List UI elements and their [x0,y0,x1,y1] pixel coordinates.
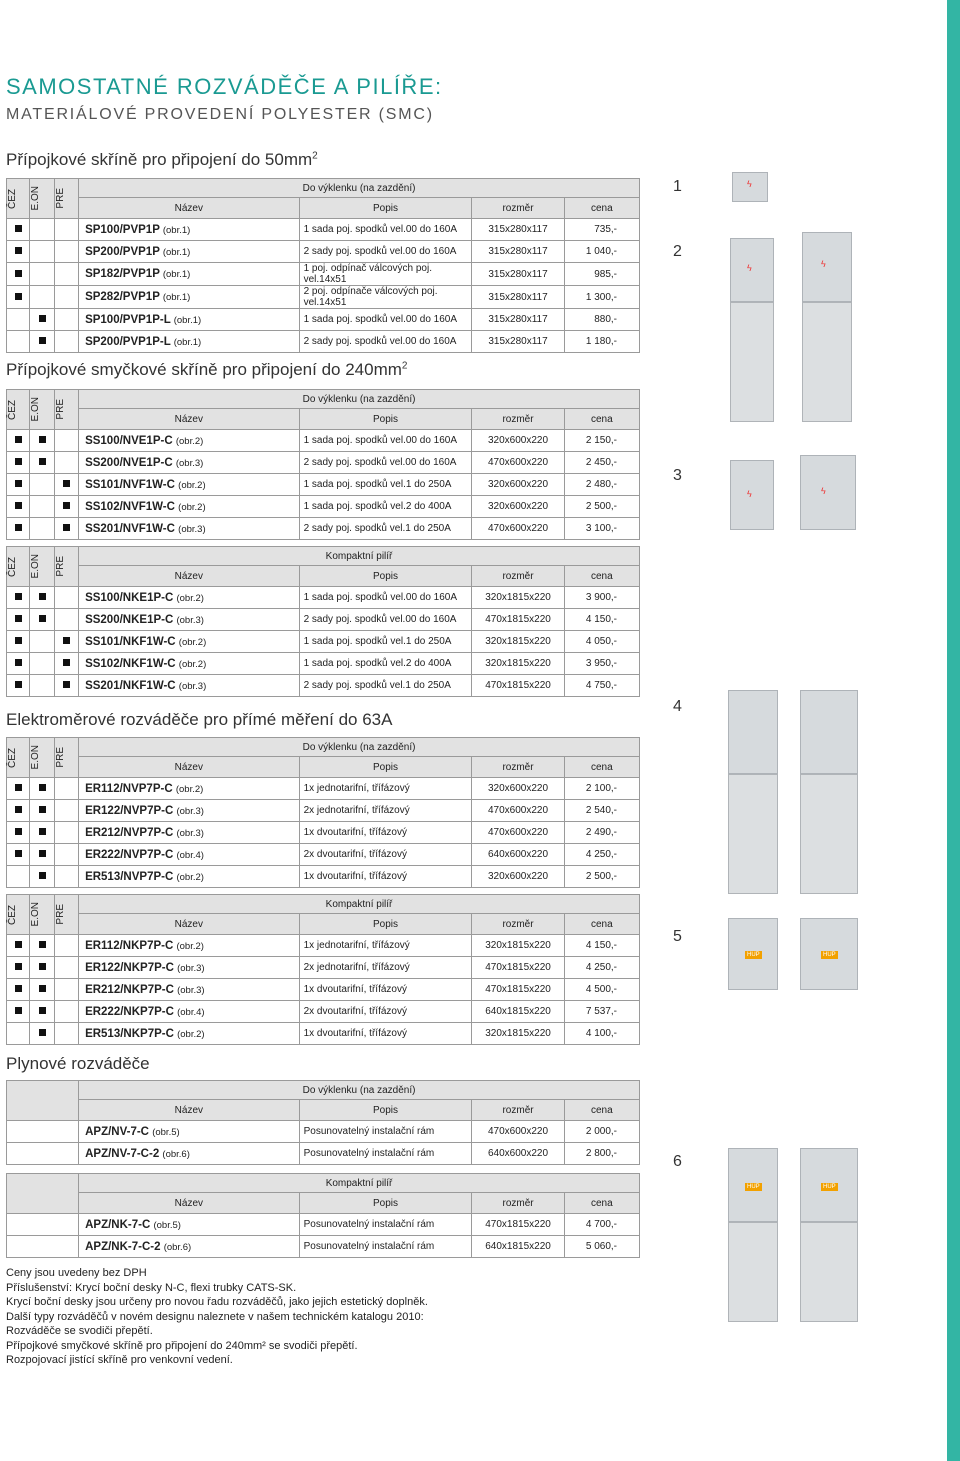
vendor-header: ČEZ [7,188,18,209]
product-price: 2 480,- [564,474,639,496]
product-size: 320x1815x220 [472,935,564,957]
availability-mark [15,293,22,300]
availability-mark [15,593,22,600]
product-price: 2 800,- [564,1143,639,1165]
col-header-name: Název [79,757,300,778]
table-row [7,331,640,353]
product-name: SS102/NVF1W-C (obr.2) [79,496,300,518]
page-subtitle: MATERIÁLOVÉ PROVEDENÍ POLYESTER (SMC) [6,106,434,123]
product-size: 320x600x220 [472,496,564,518]
table-group-header: Do výklenku (na zazdění) [79,179,640,198]
product-size: 320x1815x220 [472,1023,564,1045]
product-size: 315x280x117 [472,241,564,263]
product-price: 2 540,- [564,800,639,822]
note-line: Krycí boční desky jsou určeny pro novou řadu rozváděčů, jako jejich estetický doplněk. [6,1296,428,1308]
product-name: SP200/PVP1P-L (obr.1) [79,331,300,353]
page-title: SAMOSTATNÉ ROZVÁDĚČE A PILÍŘE: [6,74,443,99]
product-size: 470x600x220 [472,1121,564,1143]
product-desc: 2 sady poj. spodků vel.1 do 250A [299,518,472,540]
col-header-price: cena [564,757,639,778]
product-desc: 2x dvoutarifní, třífázový [299,844,472,866]
product-desc: 1 sada poj. spodků vel.1 do 250A [299,631,472,653]
vendor-header: PRE [54,904,66,925]
product-price: 1 180,- [564,331,639,353]
availability-mark [63,502,70,509]
availability-mark [39,593,46,600]
product-desc: 1 sada poj. spodků vel.00 do 160A [299,309,472,331]
availability-mark [39,985,46,992]
col-header-size: rozměr [472,566,564,587]
product-size: 320x600x220 [472,866,564,888]
product-size: 315x280x117 [472,309,564,331]
vendor-header: E.ON [30,554,42,579]
product-desc: 1x dvoutarifní, třífázový [299,822,472,844]
product-price: 3 900,- [564,587,639,609]
availability-mark [15,502,22,509]
product-name: SS201/NKF1W-C (obr.3) [79,675,300,697]
product-desc: 2 poj. odpínače válcových poj. vel.14x51 [299,286,472,309]
product-size: 640x1815x220 [472,1236,564,1258]
availability-mark [15,828,22,835]
availability-mark [15,436,22,443]
product-name: SS200/NKE1P-C (obr.3) [79,609,300,631]
availability-mark [39,315,46,322]
table-group-header: Do výklenku (na zazdění) [79,390,640,409]
col-header-size: rozměr [472,757,564,778]
product-price: 985,- [564,263,639,286]
product-size: 320x1815x220 [472,587,564,609]
note-line: Rozváděče se svodiči přepětí. [6,1325,153,1337]
col-header-desc: Popis [299,757,472,778]
availability-mark [39,615,46,622]
figure-number-3: 3 [673,467,682,484]
product-name: SS100/NVE1P-C (obr.2) [79,430,300,452]
product-price: 4 150,- [564,609,639,631]
product-name: SP282/PVP1P (obr.1) [79,286,300,309]
availability-mark [39,458,46,465]
col-header-price: cena [564,1193,639,1214]
figure-number-4: 4 [673,698,682,715]
product-desc: 1x dvoutarifní, třífázový [299,979,472,1001]
table-row [7,935,640,957]
product-desc: 2 sady poj. spodků vel.1 do 250A [299,675,472,697]
table-row [7,1236,640,1258]
availability-mark [15,806,22,813]
product-size: 470x1815x220 [472,675,564,697]
vendor-header: PRE [54,747,66,768]
product-size: 315x280x117 [472,219,564,241]
figure-number-5: 5 [673,928,682,945]
availability-mark [63,480,70,487]
product-size: 315x280x117 [472,286,564,309]
note-line: Přípojkové smyčkové skříně pro připojení do 240mm² se svodiči přepětí. [6,1339,358,1352]
product-size: 470x1815x220 [472,957,564,979]
availability-mark [63,524,70,531]
col-header-name: Název [79,1193,300,1214]
product-name: SP200/PVP1P (obr.1) [79,241,300,263]
product-desc: 1x dvoutarifní, třífázový [299,1023,472,1045]
product-price: 4 700,- [564,1214,639,1236]
col-header-size: rozměr [472,1100,564,1121]
availability-mark [15,850,22,857]
availability-mark [15,270,22,277]
availability-mark [39,436,46,443]
availability-mark [39,806,46,813]
vendor-header: PRE [54,188,66,209]
product-price: 3 950,- [564,653,639,675]
availability-mark [39,1007,46,1014]
availability-mark [39,941,46,948]
table-row [7,1023,640,1045]
table-row [7,609,640,631]
table-row [7,1121,640,1143]
col-header-name: Název [79,1100,300,1121]
product-size: 470x1815x220 [472,979,564,1001]
table-row [7,800,640,822]
availability-mark [15,480,22,487]
product-size: 470x1815x220 [472,609,564,631]
product-name: ER122/NKP7P-C (obr.3) [79,957,300,979]
col-header-price: cena [564,409,639,430]
product-name: SS201/NVF1W-C (obr.3) [79,518,300,540]
table-group-header: Do výklenku (na zazdění) [79,738,640,757]
vendor-header: PRE [54,556,66,577]
availability-mark [15,225,22,232]
product-price: 2 490,- [564,822,639,844]
table-row [7,587,640,609]
vendor-header: ČEZ [7,904,18,925]
table-gas-wall [6,1080,640,1165]
col-header-size: rozměr [472,409,564,430]
table-row [7,309,640,331]
product-price: 4 250,- [564,844,639,866]
col-header-name: Název [79,198,300,219]
product-name: SS101/NKF1W-C (obr.2) [79,631,300,653]
table-row [7,263,640,286]
section-title-2: Přípojkové smyčkové skříně pro připojení do $240mm^2$ [6,360,408,379]
availability-mark [15,637,22,644]
product-name: ER212/NKP7P-C (obr.3) [79,979,300,1001]
table-row [7,496,640,518]
product-desc: 2 sady poj. spodků vel.00 do 160A [299,331,472,353]
table-row [7,778,640,800]
product-name: SP100/PVP1P-L (obr.1) [79,309,300,331]
product-desc: 2 sady poj. spodků vel.00 do 160A [299,241,472,263]
vendor-header: E.ON [30,186,42,211]
product-price: 2 450,- [564,452,639,474]
product-desc: 1 sada poj. spodků vel.2 do 400A [299,653,472,675]
product-size: 320x1815x220 [472,653,564,675]
col-header-desc: Popis [299,566,472,587]
product-name: ER222/NKP7P-C (obr.4) [79,1001,300,1023]
product-desc: Posunovatelný instalační rám [299,1143,472,1165]
col-header-name: Název [79,914,300,935]
table-group-header: Do výklenku (na zazdění) [79,1081,640,1100]
product-name: SS200/NVE1P-C (obr.3) [79,452,300,474]
table-row [7,979,640,1001]
product-size: 470x600x220 [472,518,564,540]
product-name: ER222/NVP7P-C (obr.4) [79,844,300,866]
product-desc: 2x jednotarifní, třífázový [299,800,472,822]
product-size: 320x1815x220 [472,631,564,653]
table-row [7,1214,640,1236]
availability-mark [39,828,46,835]
availability-mark [63,637,70,644]
product-price: 2 500,- [564,496,639,518]
availability-mark [15,1007,22,1014]
product-size: 470x600x220 [472,822,564,844]
availability-mark [39,963,46,970]
note-line: Další typy rozváděčů v novém designu naleznete v našem technickém katalogu 2010: [6,1310,424,1323]
product-size: 320x600x220 [472,430,564,452]
note-line: Příslušenství: Krycí boční desky N-C, flexi trubky CATS-SK. [6,1281,297,1294]
table-row [7,430,640,452]
vendor-header: ČEZ [7,747,18,768]
col-header-desc: Popis [299,1193,472,1214]
product-desc: Posunovatelný instalační rám [299,1236,472,1258]
product-size: 640x600x220 [472,844,564,866]
table-meter-pillar [6,894,640,1045]
product-price: 4 100,- [564,1023,639,1045]
col-header-name: Název [79,566,300,587]
table-meter-wall [6,737,640,888]
table-row [7,286,640,309]
product-desc: 2x dvoutarifní, třífázový [299,1001,472,1023]
product-name: SP182/PVP1P (obr.1) [79,263,300,286]
product-desc: 1x jednotarifní, třífázový [299,778,472,800]
col-header-price: cena [564,198,639,219]
product-size: 320x600x220 [472,474,564,496]
vendor-header: ČEZ [7,399,18,420]
vendor-header: E.ON [30,902,42,927]
product-desc: 1 sada poj. spodků vel.1 do 250A [299,474,472,496]
table-row [7,219,640,241]
col-header-desc: Popis [299,198,472,219]
product-name: APZ/NV-7-C (obr.5) [79,1121,300,1143]
table-row [7,1001,640,1023]
vendor-header: PRE [54,399,66,420]
product-name: SP100/PVP1P (obr.1) [79,219,300,241]
table-row [7,518,640,540]
col-header-desc: Popis [299,1100,472,1121]
availability-mark [63,681,70,688]
availability-mark [15,659,22,666]
availability-mark [15,615,22,622]
col-header-desc: Popis [299,409,472,430]
availability-mark [15,941,22,948]
product-size: 315x280x117 [472,331,564,353]
table-group-header: Kompaktní pilíř [79,895,640,914]
section-title-4: Plynové rozváděče [6,1054,150,1073]
table-row [7,1143,640,1165]
table-gas-pillar [6,1173,640,1258]
col-header-size: rozměr [472,198,564,219]
table-group-header: Kompaktní pilíř [79,547,640,566]
product-price: 4 150,- [564,935,639,957]
product-name: ER112/NKP7P-C (obr.2) [79,935,300,957]
product-desc: 2 sady poj. spodků vel.00 do 160A [299,609,472,631]
vendor-header: E.ON [30,397,42,422]
table-row [7,822,640,844]
availability-mark [15,681,22,688]
availability-mark [15,784,22,791]
product-name: APZ/NV-7-C-2 (obr.6) [79,1143,300,1165]
product-price: 880,- [564,309,639,331]
product-name: APZ/NK-7-C (obr.5) [79,1214,300,1236]
table-row [7,675,640,697]
product-name: ER513/NVP7P-C (obr.2) [79,866,300,888]
product-name: SS100/NKE1P-C (obr.2) [79,587,300,609]
product-desc: 1 sada poj. spodků vel.00 do 160A [299,587,472,609]
note-line: Rozpojovací jistící skříně pro venkovní vedení. [6,1354,233,1366]
product-desc: Posunovatelný instalační rám [299,1121,472,1143]
product-name: ER212/NVP7P-C (obr.3) [79,822,300,844]
product-size: 640x1815x220 [472,1001,564,1023]
product-size: 315x280x117 [472,263,564,286]
product-price: 4 250,- [564,957,639,979]
vendor-header: ČEZ [7,556,18,577]
availability-mark [39,337,46,344]
availability-mark [15,247,22,254]
product-name: APZ/NK-7-C-2 (obr.6) [79,1236,300,1258]
product-price: 2 150,- [564,430,639,452]
product-name: ER122/NVP7P-C (obr.3) [79,800,300,822]
product-desc: 1x dvoutarifní, třífázový [299,866,472,888]
product-price: 4 050,- [564,631,639,653]
side-stripe [947,0,960,1461]
product-desc: 2 sady poj. spodků vel.00 do 160A [299,452,472,474]
table-group-header: Kompaktní pilíř [79,1174,640,1193]
availability-mark [39,872,46,879]
product-price: 2 100,- [564,778,639,800]
product-name: ER112/NVP7P-C (obr.2) [79,778,300,800]
product-price: 4 500,- [564,979,639,1001]
section-title-3: Elektroměrové rozváděče pro přímé měření do 63A [6,710,393,729]
availability-mark [15,458,22,465]
notes [6,1266,428,1368]
figure-number-2: 2 [673,243,682,260]
availability-mark [39,850,46,857]
product-price: 2 000,- [564,1121,639,1143]
figure-number-6: 6 [673,1153,682,1170]
col-header-size: rozměr [472,914,564,935]
section-title-1: Přípojkové skříně pro připojení do $50mm^2$ [6,150,318,169]
product-price: 7 537,- [564,1001,639,1023]
product-price: 1 040,- [564,241,639,263]
product-size: 640x600x220 [472,1143,564,1165]
table-row [7,957,640,979]
product-desc: 1 poj. odpínač válcových poj. vel.14x51 [299,263,472,286]
product-price: 2 500,- [564,866,639,888]
table-row [7,631,640,653]
availability-mark [15,985,22,992]
col-header-name: Název [79,409,300,430]
col-header-price: cena [564,1100,639,1121]
availability-mark [39,1029,46,1036]
col-header-desc: Popis [299,914,472,935]
product-price: 1 300,- [564,286,639,309]
table-row [7,241,640,263]
product-name: ER513/NKP7P-C (obr.2) [79,1023,300,1045]
table-connection-boxes [6,178,640,353]
product-name: SS102/NKF1W-C (obr.2) [79,653,300,675]
table-row [7,844,640,866]
vendor-header: E.ON [30,745,42,770]
product-desc: 2x jednotarifní, třífázový [299,957,472,979]
product-size: 470x600x220 [472,800,564,822]
table-loop-boxes-pillar [6,546,640,697]
availability-mark [63,659,70,666]
col-header-price: cena [564,914,639,935]
product-price: 4 750,- [564,675,639,697]
availability-mark [39,784,46,791]
product-size: 470x600x220 [472,452,564,474]
availability-mark [15,524,22,531]
table-loop-boxes-wall [6,389,640,540]
table-row [7,474,640,496]
col-header-size: rozměr [472,1193,564,1214]
note-line: Ceny jsou uvedeny bez DPH [6,1267,147,1279]
table-row [7,452,640,474]
table-row [7,866,640,888]
product-name: SS101/NVF1W-C (obr.2) [79,474,300,496]
product-desc: 1 sada poj. spodků vel.2 do 400A [299,496,472,518]
product-desc: 1x jednotarifní, třífázový [299,935,472,957]
figure-number-1: 1 [673,178,682,195]
table-row [7,653,640,675]
product-desc: Posunovatelný instalační rám [299,1214,472,1236]
availability-mark [15,963,22,970]
product-price: 5 060,- [564,1236,639,1258]
product-price: 735,- [564,219,639,241]
product-size: 320x600x220 [472,778,564,800]
product-desc: 1 sada poj. spodků vel.00 do 160A [299,430,472,452]
product-price: 3 100,- [564,518,639,540]
col-header-price: cena [564,566,639,587]
product-desc: 1 sada poj. spodků vel.00 do 160A [299,219,472,241]
product-size: 470x1815x220 [472,1214,564,1236]
